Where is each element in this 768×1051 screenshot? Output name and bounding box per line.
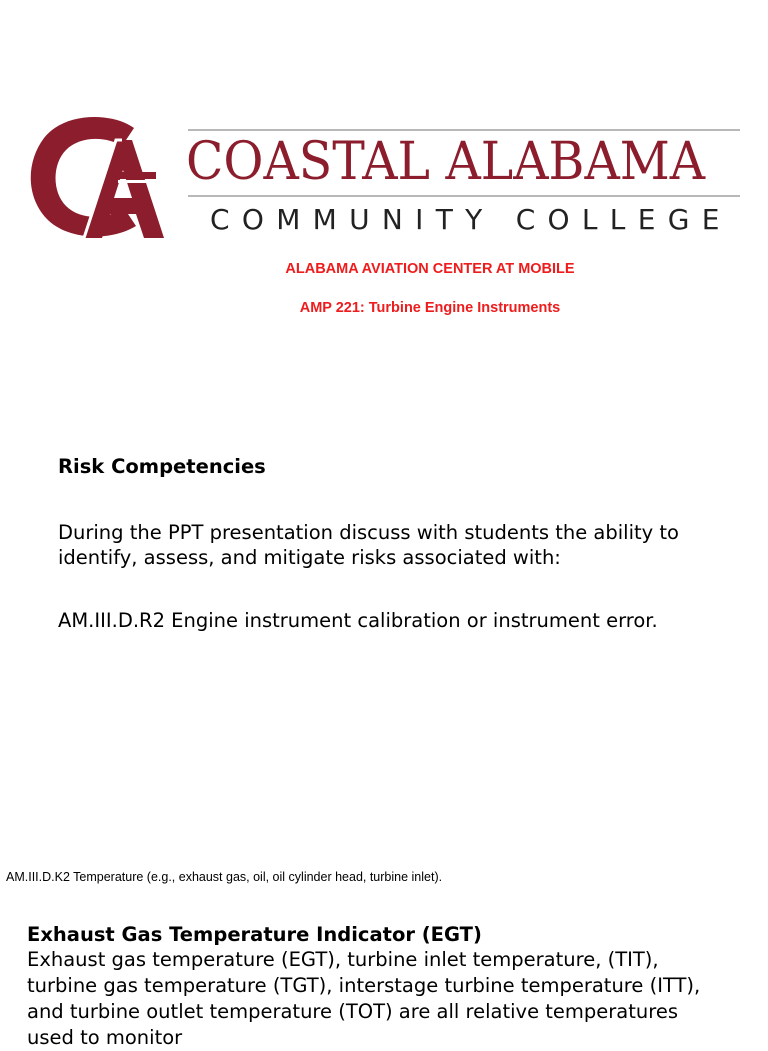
risk-item: AM.III.D.R2 Engine instrument calibration or instrument error. [58,609,658,632]
risk-heading: Risk Competencies [58,455,266,478]
ca-monogram-icon [24,110,174,245]
egt-title: Exhaust Gas Temperature Indicator (EGT) [27,923,482,946]
logo-rule-top [188,129,740,131]
brand-name: COASTAL ALABAMA [186,132,706,192]
center-name: ALABAMA AVIATION CENTER AT MOBILE [285,261,575,277]
knowledge-line: AM.III.D.K2 Temperature (e.g., exhaust gas, oil, oil cylinder head, turbine inlet). [6,870,443,884]
course-title: AMP 221: Turbine Engine Instruments [299,300,561,316]
risk-intro: During the PPT presentation discuss with students the ability to identify, assess, and mitigate risks associated with: [58,521,679,569]
logo-rule-bottom [188,195,740,197]
college-logo [0,0,768,250]
egt-body: Exhaust gas temperature (EGT), turbine inlet temperature, (TIT), turbine gas temperature (TGT), interstage turbine temperature (ITT), and turbine outlet temperature (TOT) are all relative temperatures used to monitor [27,948,701,1049]
brand-subtitle: COMMUNITY COLLEGE [210,203,732,236]
